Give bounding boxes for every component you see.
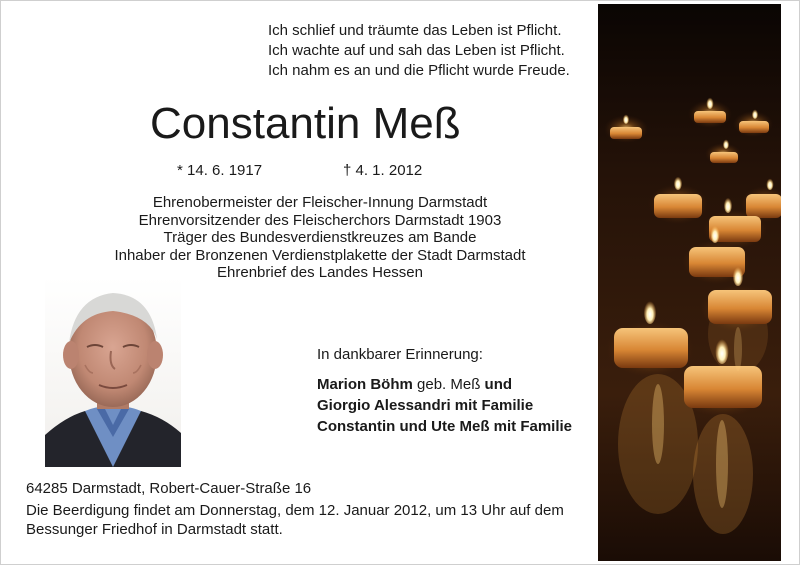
deceased-name: Constantin Meß [150,99,461,148]
mourner-conjunction: und [484,376,513,393]
funeral-line: Die Beerdigung findet am Donnerstag, dem 12. Januar 2012, um 13 Uhr auf dem [26,502,564,519]
address: 64285 Darmstadt, Robert-Cauer-Straße 16 [26,480,312,497]
title-line: Ehrenobermeister der Fleischer-Innung Darmstadt [152,194,488,211]
title-line: Ehrenvorsitzender des Fleischerchors Darmstadt 1903 [138,211,502,229]
poem [268,21,570,81]
mourner-name: Marion Böhm [317,376,413,393]
mourner-line [317,395,572,416]
title-line: Ehrenbrief des Landes Hessen [217,264,423,281]
mourner-line [317,374,572,395]
title-line: Träger des Bundesverdienstkreuzes am Bande [163,229,477,246]
poem-line: Ich nahm es an und die Pflicht wurde Freude. [268,62,570,79]
title-line: Inhaber der Bronzenen Verdienstplakette der Stadt Darmstadt [114,246,526,264]
poem-line: Ich schlief und träumte das Leben ist Pflicht. [268,22,562,39]
mourner-maiden: geb. Meß [412,376,485,393]
honorary-titles [60,194,580,282]
mourners [317,374,572,437]
candles-photo [598,4,781,561]
birth-date: * 14. 6. 1917 [177,162,263,179]
mourner-line [317,416,572,437]
mourner-name: Constantin und Ute Meß mit Familie [317,418,573,435]
funeral-notice [26,501,596,539]
poem-line: Ich wachte auf und sah das Leben ist Pflicht. [268,42,565,59]
mourner-name: Giorgio Alessandri mit Familie [317,397,534,414]
memory-heading: In dankbarer Erinnerung: [317,346,483,363]
portrait-photo [45,277,181,467]
death-date: † 4. 1. 2012 [343,162,423,179]
funeral-line: Bessunger Friedhof in Darmstadt statt. [26,521,283,538]
